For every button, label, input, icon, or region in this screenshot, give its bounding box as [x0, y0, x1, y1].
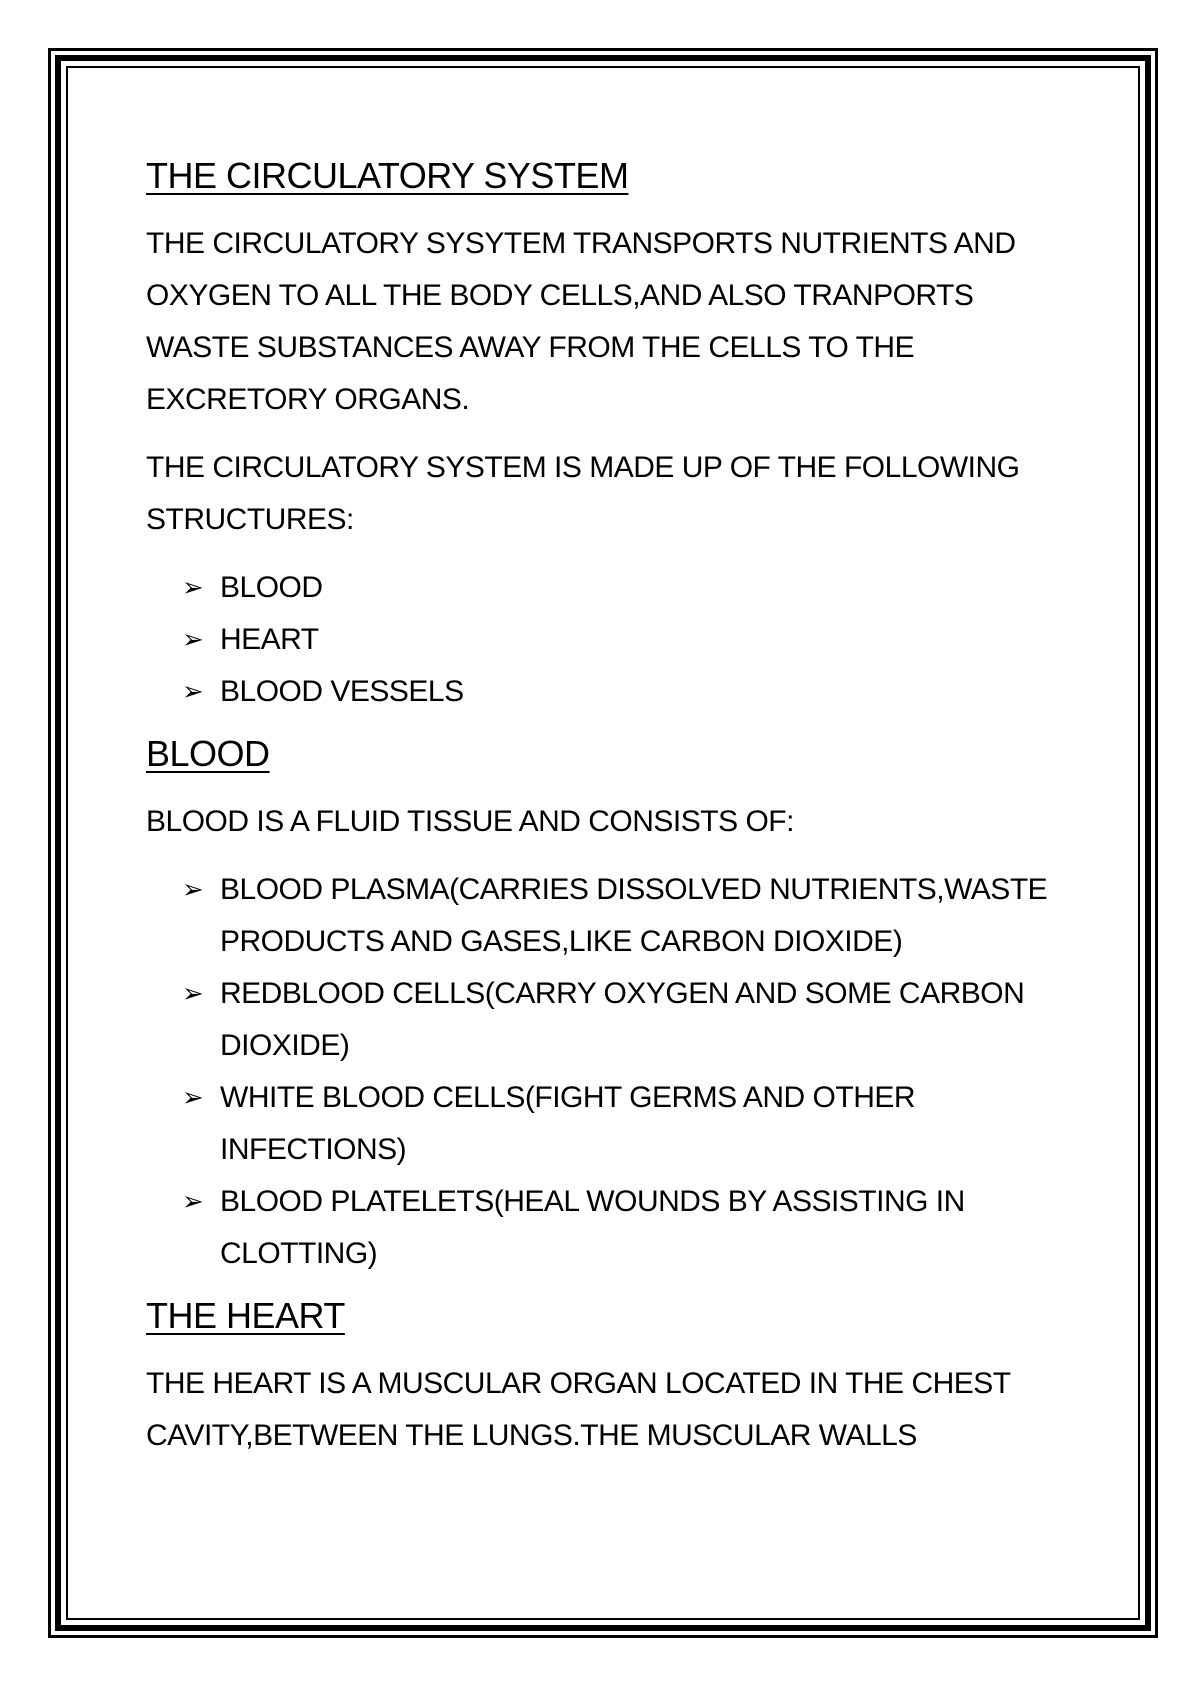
list-item	[146, 562, 1076, 614]
list-item	[146, 614, 1076, 666]
arrow-bullet-icon: ➢	[182, 979, 204, 1009]
list-item-text: BLOOD PLASMA(CARRIES DISSOLVED NUTRIENTS,WASTE PRODUCTS AND GASES,LIKE CARBON DIOXIDE)	[220, 873, 1048, 958]
list-item	[146, 1176, 1076, 1280]
arrow-bullet-icon: ➢	[182, 1083, 204, 1113]
heading-the-heart: THE HEART	[146, 1295, 345, 1336]
list-item-text: REDBLOOD CELLS(CARRY OXYGEN AND SOME CARBON DIOXIDE)	[220, 977, 1025, 1062]
list-item	[146, 666, 1076, 718]
list-item-text: BLOOD	[220, 571, 323, 604]
structures-list	[146, 562, 1076, 718]
heading-circulatory-system: THE CIRCULATORY SYSTEM	[146, 155, 629, 196]
list-item-text: BLOOD PLATELETS(HEAL WOUNDS BY ASSISTING IN CLOTTING)	[220, 1185, 965, 1270]
paragraph-heart: THE HEART IS A MUSCULAR ORGAN LOCATED IN THE CHEST CAVITY,BETWEEN THE LUNGS.THE MUSCULAR WALLS	[146, 1367, 1011, 1452]
list-item-text: WHITE BLOOD CELLS(FIGHT GERMS AND OTHER INFECTIONS)	[220, 1081, 916, 1166]
blood-components-list	[146, 864, 1076, 1280]
paragraph-blood-intro: BLOOD IS A FLUID TISSUE AND CONSISTS OF:	[146, 805, 794, 838]
paragraph-circulatory-intro: THE CIRCULATORY SYSYTEM TRANSPORTS NUTRIENTS AND OXYGEN TO ALL THE BODY CELLS,AND ALSO TRANPORTS WASTE SUBSTANCES AWAY FROM THE CELLS TO THE EXCRETORY ORGANS.	[146, 227, 1016, 416]
list-item	[146, 968, 1076, 1072]
list-item-text: HEART	[220, 623, 319, 656]
arrow-bullet-icon: ➢	[182, 1187, 204, 1217]
arrow-bullet-icon: ➢	[182, 677, 204, 707]
document-body	[146, 150, 1076, 1462]
list-item-text: BLOOD VESSELS	[220, 675, 464, 708]
paragraph-circulatory-structures: THE CIRCULATORY SYSTEM IS MADE UP OF THE FOLLOWING STRUCTURES:	[146, 451, 1020, 536]
heading-blood: BLOOD	[146, 733, 270, 774]
list-item	[146, 1072, 1076, 1176]
arrow-bullet-icon: ➢	[182, 875, 204, 905]
list-item	[146, 864, 1076, 968]
arrow-bullet-icon: ➢	[182, 625, 204, 655]
arrow-bullet-icon: ➢	[182, 573, 204, 603]
